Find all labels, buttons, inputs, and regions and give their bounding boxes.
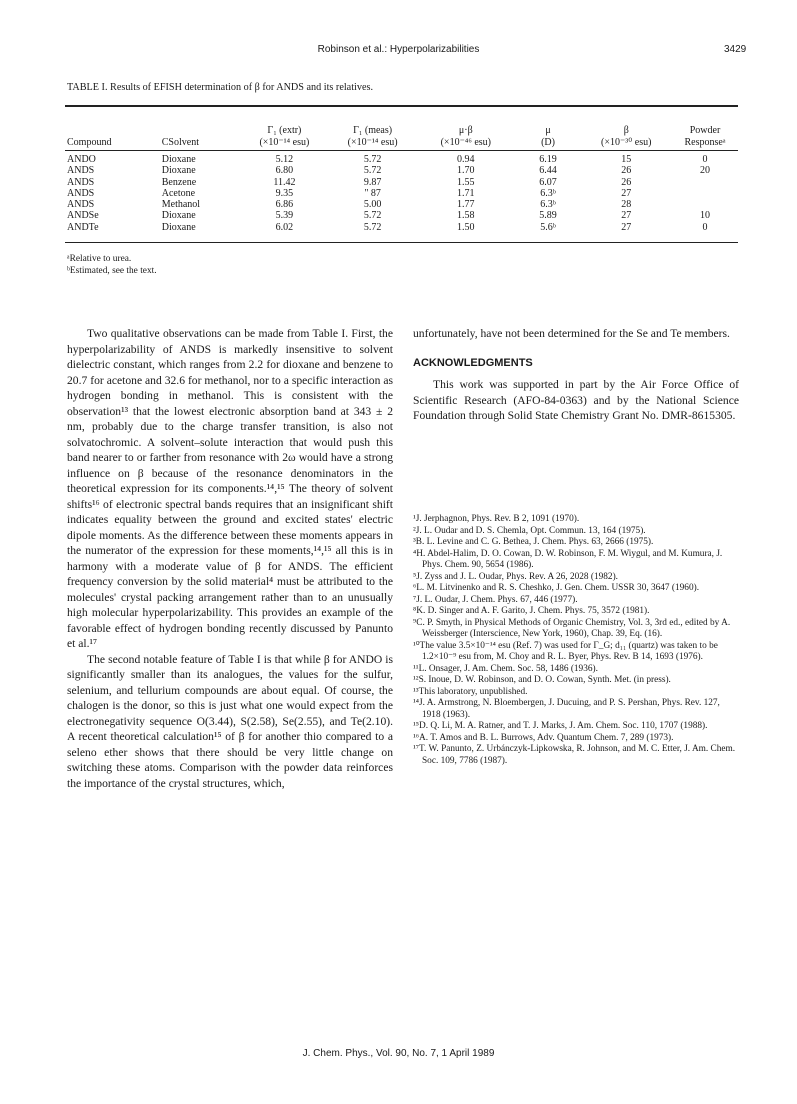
references-list bbox=[413, 514, 739, 767]
table-cell: Methanol bbox=[161, 199, 201, 211]
reference-item: ⁷J. L. Oudar, J. Chem. Phys. 67, 446 (1977). bbox=[413, 594, 578, 605]
table-cell: 5.72 bbox=[363, 210, 382, 222]
table-footnotes bbox=[67, 254, 157, 277]
col-header-powder: Powder Responseᵃ bbox=[684, 125, 726, 148]
table-cell: 0.94 bbox=[457, 154, 475, 165]
reference-item: ¹⁶A. T. Amos and B. L. Burrows, Adv. Quantum Chem. 7, 289 (1973). bbox=[413, 732, 674, 743]
table-cell bbox=[672, 177, 738, 188]
col-header-compound: Compound bbox=[67, 136, 112, 148]
table-cell: ANDS bbox=[67, 199, 95, 211]
table-cell: ANDS bbox=[67, 176, 95, 188]
table-header-row bbox=[65, 112, 738, 148]
table-top-rule bbox=[65, 105, 738, 107]
reference-item: ³B. L. Levine and C. G. Bethea, J. Chem. Phys. 63, 2666 (1975). bbox=[413, 537, 654, 547]
body-left-column bbox=[67, 326, 393, 791]
table-cell: 5.12 bbox=[275, 154, 294, 165]
table-cell: 5.6ᵇ bbox=[540, 221, 556, 233]
reference-item: ¹³This laboratory, unpublished. bbox=[413, 686, 528, 697]
footnote-b: ᵇEstimated, see the text. bbox=[67, 265, 157, 276]
reference-item: ⁶L. M. Litvinenko and R. S. Cheshko, J. Gen. Chem. USSR 30, 3647 (1960). bbox=[413, 583, 700, 593]
reference-item: ⁴H. Abdel-Halim, D. O. Cowan, D. W. Robinson, F. M. Wiygul, and M. Kumura, J. Phys. Chem. 90, 5654 (1986). bbox=[413, 548, 723, 570]
table-cell: ANDS bbox=[67, 165, 95, 177]
table-cell: 26 bbox=[621, 176, 632, 188]
table-cell: ANDS bbox=[67, 187, 95, 199]
table-cell: 27 bbox=[621, 187, 632, 199]
acknowledgments-text: This work was supported in part by the Air Force Office of Scientific Research (AFO-84-0363) and by the National Science Foundation through Solid State Chemistry Grant No. DMR-8615305. bbox=[413, 378, 739, 422]
reference-item: ¹J. Jerphagnon, Phys. Rev. B 2, 1091 (1970). bbox=[413, 514, 580, 524]
table-cell: 9.87 bbox=[363, 176, 382, 188]
table-row bbox=[65, 154, 738, 165]
table-cell: ANDSe bbox=[67, 210, 99, 222]
body-paragraph-1: Two qualitative observations can be made from Table I. First, the hyperpolarizability of ANDS is markedly insensitive to solvent dielectric constant, which ranges from 2.2 for dioxane and benzene to 20.7 for acetone and 32.6 for methanol, nor to a specific interaction as hydrogen bonding in methanol. This is consistent with the observation¹³ that the lowest electronic absorption band at 343 ± 2 nm, probably due to the charge transfer transition, is also not solvatochromic. A solvent–solute interaction that would push this band nearer to or farther from resonance with 2ω would have a strong influence on β because of the resonance denominators in the theoretical expression for its components.¹⁴,¹⁵ The theory of solvent shifts¹⁶ of electronic spectral bands requires that an insignificant shift indicates equality between the ground and excited states' electric dipole moments. As the difference between these moments appears in the numerator of the expression for these moments,¹⁴,¹⁵ all this is in harmony with a moderate value of β for ANDS. The efficient frequency conversion by the solid material⁴ must be attributed to the molecules' crystal packing arrangement rather than to an unusually high molecular hyperpolarizability. This provides an example of the favorable effect of hydrogen bonding recently discussed by Panunto et al.¹⁷ bbox=[67, 327, 393, 650]
table-cell: 1.70 bbox=[457, 165, 475, 177]
table-cell: 27 bbox=[621, 210, 632, 222]
table-cell: 1.58 bbox=[457, 210, 475, 222]
table-cell: 1.77 bbox=[457, 199, 475, 211]
table-row bbox=[65, 165, 738, 176]
acknowledgments-heading: ACKNOWLEDGMENTS bbox=[413, 356, 533, 369]
col-header-mu-beta: μ·β (×10⁻⁴⁶ esu) bbox=[440, 125, 491, 148]
table-cell: 28 bbox=[621, 199, 632, 211]
table-row bbox=[65, 188, 738, 199]
table-bottom-rule bbox=[65, 242, 738, 243]
table-cell: 1.50 bbox=[457, 221, 475, 233]
table-cell: 20 bbox=[700, 165, 711, 177]
page-number: 3429 bbox=[724, 44, 747, 55]
reference-item: ²J. L. Oudar and D. S. Chemla, Opt. Commun. 13, 164 (1975). bbox=[413, 525, 646, 536]
table-cell: Dioxane bbox=[161, 154, 196, 165]
table-cell: 5.89 bbox=[539, 210, 557, 222]
table-cell: 27 bbox=[621, 221, 632, 233]
reference-item: ⁵J. Zyss and J. L. Oudar, Phys. Rev. A 26, 2028 (1982). bbox=[413, 571, 618, 582]
table-cell: 6.80 bbox=[275, 165, 294, 177]
col-header-mu: μ (D) bbox=[541, 125, 555, 148]
table-cell: 1.55 bbox=[457, 176, 475, 188]
table-cell: 6.86 bbox=[275, 199, 294, 211]
table-cell: ANDTe bbox=[67, 221, 99, 233]
body-paragraph-continued: unfortunately, have not been determined for the Se and Te members. bbox=[413, 327, 730, 340]
table-cell: 5.39 bbox=[275, 210, 294, 222]
table-cell: ANDO bbox=[67, 154, 96, 165]
body-paragraph-2: The second notable feature of Table I is that while β for ANDO is significantly smaller than its analogues, the values for the sulfur, selenium, and tellurium compounds are about equal. Of course, the chalogen is the donor, so this is just what one would expect from the electronegativity sequence O(3.44), S(2.58), Se(2.55), and Te(2.10). A recent theoretical calculation¹⁵ of β for another thio compared to a seleno ether shows that there should be very little change on switching these atoms. Comparison with the powder data reinforces the importance of the crystal structures, which, bbox=[67, 652, 393, 790]
table-cell: 10 bbox=[700, 210, 711, 222]
col-header-gamma-meas: Γ₁ (meas) (×10⁻¹⁴ esu) bbox=[347, 125, 398, 148]
table-cell: 9.35 bbox=[275, 187, 294, 199]
table-row bbox=[65, 210, 738, 221]
table-cell: Dioxane bbox=[161, 165, 196, 177]
running-title: Robinson et al.: Hyperpolarizabilities bbox=[317, 44, 480, 55]
body-right-column bbox=[413, 326, 739, 424]
table-cell bbox=[672, 199, 738, 210]
reference-item: ¹⁵D. Q. Li, M. A. Ratner, and T. J. Marks, J. Am. Chem. Soc. 110, 1707 (1988). bbox=[413, 721, 708, 731]
table-caption: TABLE I. Results of EFISH determination of β for ANDS and its relatives. bbox=[67, 82, 373, 93]
table-cell: 0 bbox=[702, 154, 708, 165]
reference-item: ⁸K. D. Singer and A. F. Garito, J. Chem. Phys. 75, 3572 (1981). bbox=[413, 606, 650, 616]
table-cell: 5.72 bbox=[363, 165, 382, 177]
reference-item: ¹²S. Inoue, D. W. Robinson, and D. O. Cowan, Synth. Met. (in press). bbox=[413, 675, 671, 685]
table-cell: 1.71 bbox=[457, 187, 475, 199]
table-cell: " 87 bbox=[364, 187, 381, 199]
reference-item: ¹⁷T. W. Panunto, Z. Urbánczyk-Lipkowska, R. Johnson, and M. C. Etter, J. Am. Chem. Soc. 109, 7786 (1987). bbox=[413, 744, 736, 766]
table-cell: 5.00 bbox=[363, 199, 382, 211]
table-cell: Dioxane bbox=[161, 210, 196, 222]
table-cell: 26 bbox=[621, 165, 632, 177]
table-cell: 6.02 bbox=[275, 221, 294, 233]
table-cell: 6.3ᵇ bbox=[540, 199, 556, 211]
table-cell: Acetone bbox=[161, 187, 196, 199]
reference-item: ¹¹L. Onsager, J. Am. Chem. Soc. 58, 1486 (1936). bbox=[413, 663, 598, 674]
table-cell: 5.72 bbox=[363, 221, 382, 233]
table-row bbox=[65, 199, 738, 210]
page-footer: J. Chem. Phys., Vol. 90, No. 7, 1 April 1989 bbox=[302, 1048, 495, 1059]
table-cell: Dioxane bbox=[161, 221, 196, 233]
table-cell: Benzene bbox=[161, 176, 197, 188]
table-cell: 6.07 bbox=[539, 176, 557, 188]
table-cell: 5.72 bbox=[363, 154, 382, 165]
reference-item: ⁹C. P. Smyth, in Physical Methods of Organic Chemistry, Vol. 3, 3rd ed., edited by A. Weissberger (Interscience, New York, 1960), Chap. 39, Eq. (16). bbox=[413, 617, 731, 639]
table-cell: 0 bbox=[702, 221, 708, 233]
reference-item: ¹⁴J. A. Armstrong, N. Bloembergen, J. Ducuing, and P. S. Pershan, Phys. Rev. 127, 1918 (1963). bbox=[413, 698, 720, 720]
footnote-a: ᵃRelative to urea. bbox=[67, 254, 132, 264]
col-header-beta: β (×10⁻³⁰ esu) bbox=[601, 125, 652, 148]
table-cell bbox=[672, 188, 738, 199]
table-cell: 6.19 bbox=[539, 154, 557, 165]
table-row bbox=[65, 177, 738, 188]
results-table bbox=[65, 112, 738, 233]
table-cell: 6.3ᵇ bbox=[540, 187, 556, 199]
col-header-gamma-extr: Γ₁ (extr) (×10⁻¹⁴ esu) bbox=[259, 125, 310, 148]
col-header-solvent: CSolvent bbox=[161, 136, 199, 148]
reference-item: ¹⁰The value 3.5×10⁻¹⁴ esu (Ref. 7) was used for Γ_G; d₁₁ (quartz) was taken to be 1.2×10⁻⁹ esu from, M. Choy and R. L. Byer, Phys. Rev. B 14, 1693 (1976). bbox=[413, 640, 718, 662]
table-row bbox=[65, 222, 738, 233]
table-cell: 15 bbox=[621, 154, 632, 165]
table-cell: 6.44 bbox=[539, 165, 557, 177]
table-cell: 11.42 bbox=[273, 176, 296, 188]
